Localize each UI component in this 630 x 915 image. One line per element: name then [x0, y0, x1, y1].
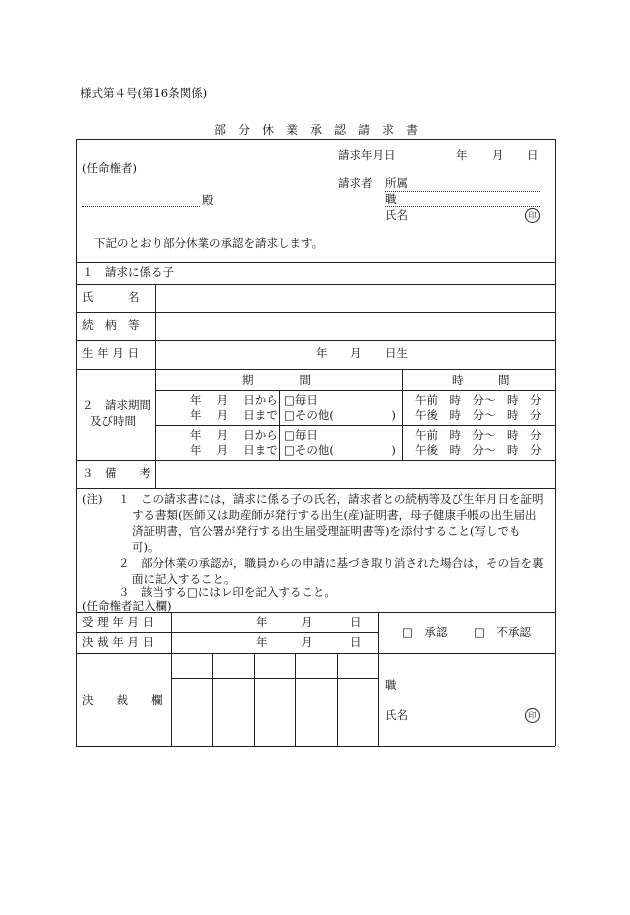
note1-line4: 可)。 [132, 540, 160, 554]
request-year: 年 [456, 148, 468, 162]
affiliation-line[interactable] [385, 191, 540, 192]
frame-top [76, 139, 555, 140]
birth-month: 月 [350, 346, 362, 360]
period2-daily-checkbox[interactable]: □毎日 [284, 428, 318, 442]
position-line[interactable] [385, 206, 540, 207]
relation-label: 続 柄 等 [82, 318, 140, 332]
period-header: 期 間 [242, 373, 311, 387]
approved-checkbox[interactable]: □ 承認 [402, 625, 448, 639]
section2-label-1: ２ 請求期間 [82, 398, 151, 412]
period1-from[interactable]: 年 月 日から [190, 393, 278, 407]
time1-pm[interactable]: 午後 時 分～ 時 分 [415, 408, 542, 422]
received-date-label: 受 理 年 月 日 [82, 615, 155, 629]
appointer-section-title: (任命権者記入欄) [82, 599, 172, 613]
time2-am[interactable]: 午前 時 分～ 時 分 [415, 428, 542, 442]
decided-month: 月 [301, 635, 313, 649]
request-date-label: 請求年月日 [338, 148, 396, 162]
request-day: 日 [527, 148, 539, 162]
approval-stamp-cell[interactable] [172, 654, 211, 677]
notes-lead: (注) [82, 492, 103, 506]
period1-to[interactable]: 年 月 日まで [190, 408, 278, 422]
appointer-name-label: 氏名 [385, 708, 408, 722]
seal-icon: 印 [525, 208, 540, 223]
period1-daily-checkbox[interactable]: □毎日 [284, 393, 318, 407]
appointer-seal-icon: 印 [525, 708, 540, 723]
section1-title: １ 請求に係る子 [82, 265, 174, 279]
honorific: 殿 [202, 193, 214, 207]
section2-label-2: 及び時間 [90, 414, 136, 428]
affiliation-label: 所属 [385, 176, 408, 190]
name-label: 氏名 [385, 208, 408, 222]
requester-label: 請求者 [338, 176, 373, 190]
note1-line2: する書類(医師又は助産師が発行する出生(産)証明書，母子健康手帳の出生届出 [132, 508, 537, 522]
decided-year: 年 [256, 635, 268, 649]
appointer-name-line[interactable] [82, 206, 200, 207]
period2-other-checkbox[interactable]: □その他( ) [284, 443, 396, 457]
form-number: 様式第４号(第16条関係) [80, 86, 208, 100]
position-label: 職 [385, 192, 397, 206]
note1-line3: 済証明書，官公署が発行する出生届受理証明書等)を添付すること(写しでも [132, 524, 521, 538]
document-title: 部 分 休 業 承 認 請 求 書 [214, 123, 419, 137]
decided-date-label: 決 裁 年 月 日 [82, 635, 155, 649]
note1-line1: １ この請求書には，請求に係る子の氏名，請求者との続柄等及び生年月日を証明 [118, 492, 544, 506]
approval-label: 決 裁 欄 [82, 693, 163, 707]
period2-from[interactable]: 年 月 日から [190, 428, 278, 442]
appointer-position-label: 職 [385, 678, 397, 692]
appointer-label: (任命権者) [82, 161, 137, 175]
birth-date-label: 生 年 月 日 [82, 346, 139, 360]
child-name-label: 氏 名 [82, 290, 140, 304]
received-day: 日 [350, 615, 362, 629]
period1-other-checkbox[interactable]: □その他( ) [284, 408, 396, 422]
note2-line2: 面に記入すること。 [132, 572, 236, 586]
request-statement: 下記のとおり部分休業の承認を請求します。 [94, 236, 324, 250]
period2-to[interactable]: 年 月 日まで [190, 443, 278, 457]
request-month: 月 [492, 148, 504, 162]
time-header: 時 間 [452, 373, 510, 387]
not-approved-checkbox[interactable]: □ 不承認 [474, 625, 531, 639]
note2-line1: ２ 部分休業の承認が，職員からの申請に基づき取り消された場合は，その旨を裏 [118, 556, 544, 570]
birth-year: 年 [316, 346, 328, 360]
time2-pm[interactable]: 午後 時 分～ 時 分 [415, 443, 542, 457]
received-month: 月 [301, 615, 313, 629]
decided-day: 日 [350, 635, 362, 649]
birth-day: 日生 [385, 346, 408, 360]
section3-title: ３ 備 考 [82, 466, 151, 480]
received-year: 年 [256, 615, 268, 629]
time1-am[interactable]: 午前 時 分～ 時 分 [415, 393, 542, 407]
note3: ３ 該当する□にはレ印を記入すること。 [118, 585, 336, 599]
